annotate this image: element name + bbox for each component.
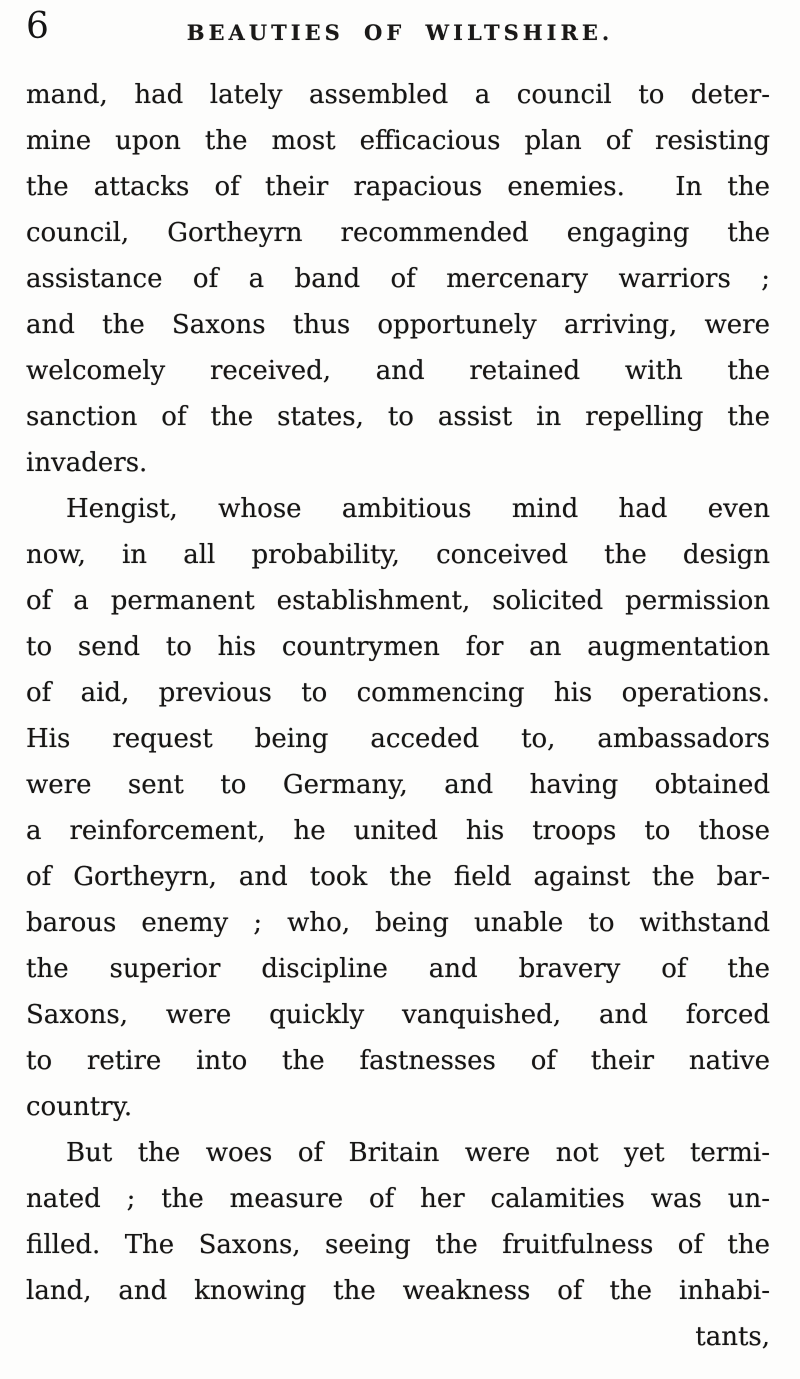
text-line: of a permanent establishment, solicited permission [26,586,770,616]
paragraph [26,1130,770,1314]
text-line: to send to his countrymen for an augmentation [26,632,770,662]
text-line: welcomely received, and retained with the [26,356,770,386]
text-line: the attacks of their rapacious enemies. In the [26,172,770,202]
text-line: But the woes of Britain were not yet termi- [66,1138,770,1168]
text-line: Hengist, whose ambitious mind had even [66,494,770,524]
text-line: land, and knowing the weakness of the inhabi- [26,1276,770,1306]
text-line: were sent to Germany, and having obtained [26,770,770,800]
text-line: invaders. [26,448,148,478]
paragraph [26,486,770,1130]
text-line: His request being acceded to, ambassadors [26,724,770,754]
text-line: assistance of a band of mercenary warriors ; [26,264,770,294]
text-line: of aid, previous to commencing his operations. [26,678,770,708]
page-body [0,62,800,1314]
catchword-line [0,1314,800,1360]
text-line: a reinforcement, he united his troops to those [26,816,770,846]
text-line: country. [26,1092,133,1122]
text-line: Saxons, were quickly vanquished, and forced [26,1000,770,1030]
catchword: tants, [695,1322,770,1352]
text-line: now, in all probability, conceived the design [26,540,770,570]
text-line: mand, had lately assembled a council to deter- [26,80,770,110]
text-line: filled. The Saxons, seeing the fruitfulness of the [26,1230,770,1260]
paragraph [26,72,770,486]
text-line: council, Gortheyrn recommended engaging the [26,218,770,248]
text-line: mine upon the most efficacious plan of resisting [26,126,770,156]
text-line: and the Saxons thus opportunely arriving, were [26,310,770,340]
running-title: BEAUTIES OF WILTSHIRE. [186,20,614,45]
text-line: sanction of the states, to assist in repelling the [26,402,770,432]
text-line: to retire into the fastnesses of their native [26,1046,770,1076]
text-line: of Gortheyrn, and took the field against the bar- [26,862,770,892]
page-header [0,0,800,62]
page-number: 6 [26,6,49,47]
text-line: barous enemy ; who, being unable to withstand [26,908,770,938]
text-line: nated ; the measure of her calamities was un- [26,1184,770,1214]
text-line: the superior discipline and bravery of the [26,954,770,984]
